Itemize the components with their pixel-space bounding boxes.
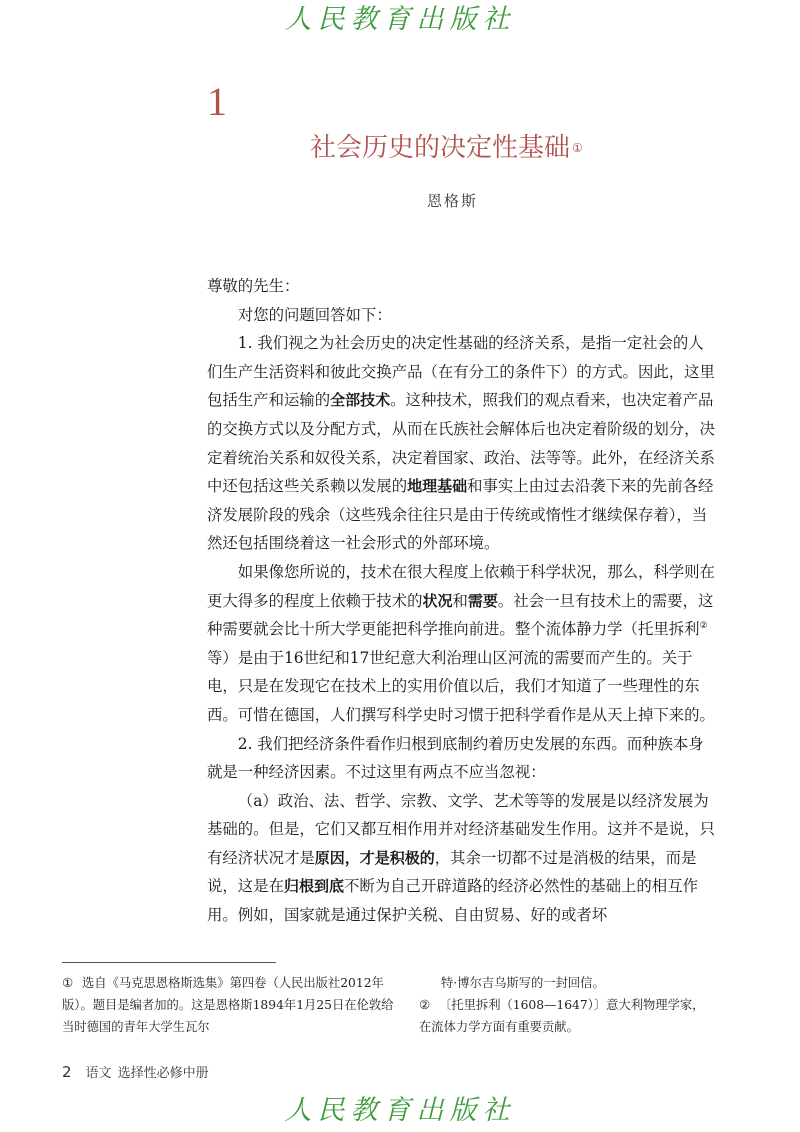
page-footer [62,1062,209,1081]
p4-emphasis-1: 原因，才是积极的 [314,848,435,867]
p2-text-d: 。社会一旦有技术上的需要，这种需要就会比十所大学更能把科学推向前进。整个流体静力学（托里拆利 [207,591,714,639]
p2-text-e: 等）是由于16世纪和17世纪意大利治理山区河流的需要而产生的。关于电，只是在发现它在技术上的实用价值以后，我们才知道了一些理性的东西。可惜在德国，人们撰写科学史时习惯于把科学看作是从天上掉下来的。 [207,648,715,724]
p1-emphasis-1: 全部技术 [330,391,391,410]
p2-text-c: 和 [452,591,468,610]
p4-emphasis-2: 归根到底 [283,877,344,896]
footnote-1-continued: 特·博尔吉乌斯写的一封回信。 [441,976,605,990]
p2-emphasis-2: 需要 [467,591,498,610]
p1-text-a: 1. 我们视之为社会历史的决定性基础的经济关系，是指一定社会的人们生产生活资料和彼此交换产品（在有分工的条件下）的方式。因此，这里包括生产和运输的 [207,334,715,410]
subject-label: 语文 [85,1066,112,1081]
publisher-logo-bottom: 人民教育出版社 [284,1095,516,1126]
p1-text-c: 。这种技术，照我们的观点看来，也决定着产品的交换方式以及分配方式，从而在氏族社会解体后也决定着阶级的划分，决定着统治关系和奴役关系，决定着国家、政治、法等等。此外，在经济关系中还包括这些关系赖以发展的 [207,391,715,496]
footnote-2 [419,994,715,1038]
title-footnote-marker[interactable]: ① [572,141,583,155]
footnote-1 [62,972,394,1038]
publisher-logo-top: 人民教育出版社 [284,4,516,35]
book-label: 选择性必修中册 [117,1066,209,1081]
chapter-title-text: 社会历史的决定性基础 [310,133,571,163]
salutation: 尊敬的先生： [207,277,300,295]
footnote-marker-2[interactable]: ② [699,621,708,631]
paragraph-4 [207,787,715,930]
paragraph-2 [207,558,715,730]
p4-text-a: （a）政治、法、哲学、宗教、文学、艺术等等的发展是以经济发展为基础的。但是，它们又都互相作用并对经济基础发生作用。这并不是说，只有经济状况才是 [207,791,715,867]
paragraph-1 [207,329,715,558]
page-number: 2 [62,1063,72,1081]
footnote-1-text: 选自《马克思恩格斯选集》第四卷（人民出版社2012年版）。题目是编者加的。这是恩格斯1894年1月25日在伦敦给当时德国的青年大学生瓦尔 [62,976,394,1034]
paragraph-3: 2. 我们把经济条件看作归根到底制约着历史发展的东西。而种族本身就是一种经济因素。不过这里有两点不应当忽视： [207,734,704,782]
body-text [207,272,715,930]
footnote-2-mark: ② [419,998,431,1012]
author-name: 恩格斯 [427,192,479,210]
p2-emphasis-1: 状况 [422,591,453,610]
p2-text-a: 如果像您所说的，技术在很大程度上依赖于科学状况，那么，科学则在更大得多的程度上依赖于技术的 [207,562,715,610]
footnote-2-text: 〔托里拆利（1608—1647）〕意大利物理学家，在流体力学方面有重要贡献。 [419,998,705,1034]
footnote-1-mark: ① [62,976,74,990]
p1-text-d: 和事实上由过去沿袭下来的先前各经济发展阶段的残余（这些残余往往只是由于传统或惰性才继续保存着），当然还包括围绕着这一社会形式的外部环境。 [207,477,714,553]
p4-text-d: 不断为自己开辟道路的经济必然性的基础上的相互作用。例如，国家就是通过保护关税、自由贸易、好的或者坏 [207,877,698,925]
chapter-title [310,130,583,166]
p1-emphasis-2: 地理基础 [407,477,468,496]
chapter-number: 1 [207,79,227,124]
intro-paragraph: 对您的问题回答如下： [237,305,392,324]
p4-text-c: ，其余一切都不过是消极的结果，而是说，这是在 [207,848,697,896]
footnote-divider [62,962,276,963]
